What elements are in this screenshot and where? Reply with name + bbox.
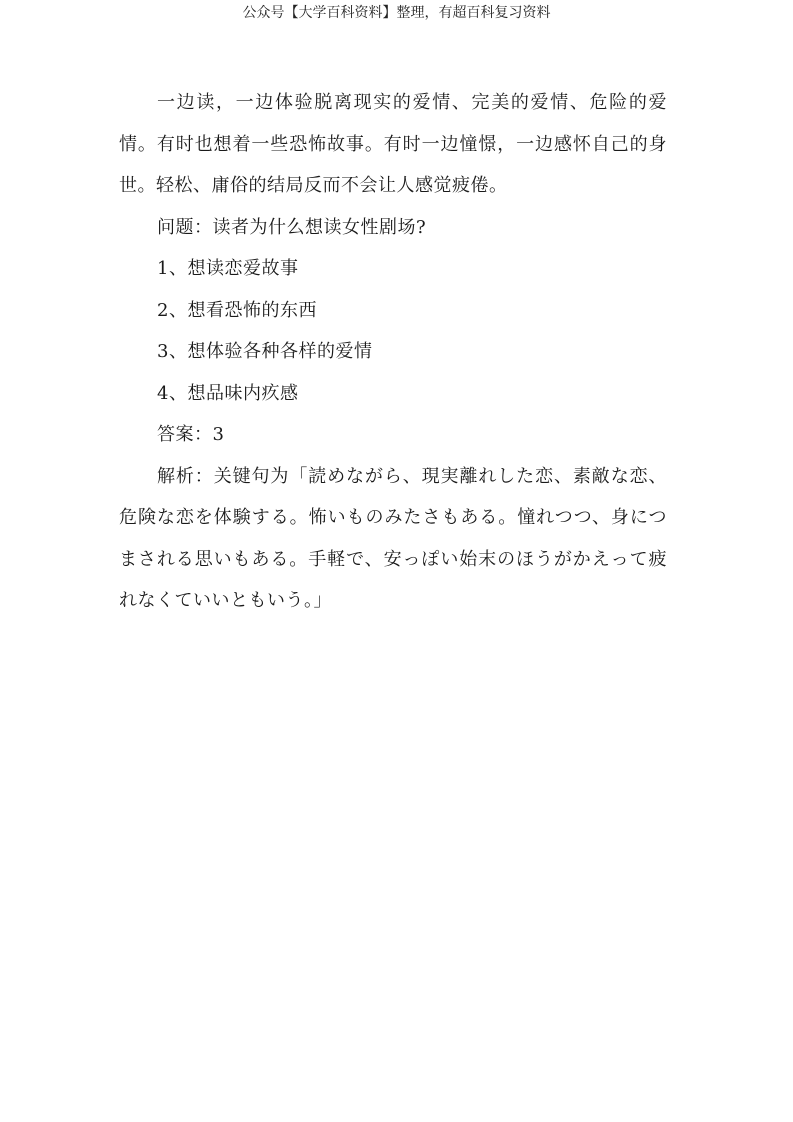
option-4: 4、想品味内疚感: [157, 382, 299, 404]
question-text: 问题：读者为什么想读女性剧场?: [157, 216, 427, 238]
document-body: [119, 82, 667, 622]
analysis-text: 解析：关键句为「読めながら、現実離れした恋、素敵な恋、危険な恋を体験する。怖いものみたさもある。憧れつつ、身につまされる思いもある。手軽で、安っぽい始末のほうがかえって疲れなくていいともいう。」: [119, 465, 667, 611]
option-1: 1、想读恋爱故事: [157, 258, 299, 279]
page-header: 公众号【大学百科资料】整理，有超百科复习资料: [242, 5, 551, 21]
reading-passage: 一边读，一边体验脱离现实的爱情、完美的爱情、危险的爱情。有时也想着一些恐怖故事。有时一边憧憬，一边感怀自己的身世。轻松、庸俗的结局反而不会让人感觉疲倦。: [119, 92, 667, 196]
option-3: 3、想体验各种各样的爱情: [157, 341, 373, 362]
option-2: 2、想看恐怖的东西: [157, 299, 317, 321]
answer-text: 答案：3: [157, 424, 225, 445]
